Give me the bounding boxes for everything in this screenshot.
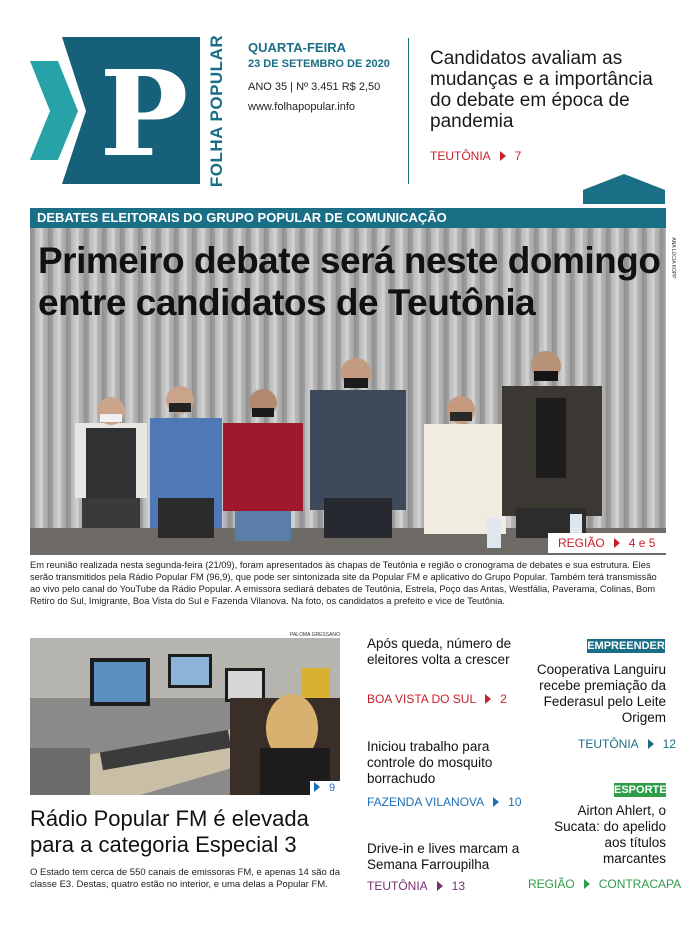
house-roof-icon	[583, 174, 665, 204]
brief-tag[interactable]: TEUTÔNIA 13	[367, 879, 466, 893]
arrow-icon	[314, 782, 320, 792]
brief-headline[interactable]: Iniciou trabalho para controle do mosquito borrachudo	[367, 739, 493, 786]
arrow-icon	[584, 879, 590, 889]
page-number: 7	[514, 149, 522, 163]
logo-letter: P	[99, 44, 189, 183]
brief-tag[interactable]: BOA VISTA DO SUL 2	[367, 692, 507, 706]
radio-headline[interactable]: Rádio Popular FM é elevada para a categoria Especial 3	[30, 806, 309, 857]
esporte-tag[interactable]: REGIÃO CONTRACAPA	[528, 877, 682, 891]
empreender-tag[interactable]: TEUTÔNIA 12	[578, 737, 677, 751]
weekday: QUARTA-FEIRA	[248, 40, 346, 55]
arrow-icon	[485, 694, 491, 704]
radio-story-tag[interactable]	[310, 781, 340, 795]
masthead-divider	[408, 38, 409, 184]
arrow-icon	[648, 739, 654, 749]
brand-name: FOLHA POPULAR	[207, 34, 226, 187]
arrow-icon	[614, 538, 620, 548]
brief-headline[interactable]: Drive-in e lives marcam a Semana Farroupilha	[367, 841, 520, 872]
radio-studio-photo[interactable]	[30, 638, 340, 795]
photo-caption: Em reunião realizada nesta segunda-feira (21/09), foram apresentados às chapas de Teutônia e região o cronograma de debates e sua estrutura. Eles serão transmitidos pela Rádio Popular FM (96,9), que pode ser sintonizada site da Popular FM e aplicativo do Grupo Popular. Também terá transmissão ao vivo pelo canal do YouTube da Rádio Popular. A emissora sediará debates de Teutônia, Estrela, Poço das Antas, Westfália, Paverama, Colinas, Bom Retiro do Sul, Imigrante, Boa Vista do Sul e Fazenda Vilanova. Na foto, os candidatos a prefeito e vice de Teutônia.	[30, 560, 657, 606]
edition-info: ANO 35 | Nº 3.451 R$ 2,50	[248, 81, 381, 93]
page-number: 9	[329, 782, 336, 794]
newspaper-logo[interactable]	[30, 37, 200, 184]
radio-photo-credit: PALOMA GRESSANO	[290, 632, 340, 638]
esporte-label: ESPORTE	[614, 784, 667, 796]
arrow-icon	[437, 881, 443, 891]
brief-tag[interactable]: FAZENDA VILANOVA 10	[367, 795, 522, 809]
arrow-icon	[493, 797, 499, 807]
esporte-headline[interactable]: Airton Ahlert, o Sucata: do apelido aos títulos marcantes	[554, 803, 666, 866]
page-number: 4 e 5	[628, 536, 656, 550]
radio-text: O Estado tem cerca de 550 canais de emissoras FM, e apenas 14 são da classe E3. Destas, quatro estão no interior, e uma delas a Popular FM.	[30, 867, 340, 890]
section-label: TEUTÔNIA	[430, 149, 491, 163]
website-link[interactable]: www.folhapopular.info	[248, 101, 356, 113]
top-story-tag[interactable]	[430, 149, 521, 163]
empreender-headline[interactable]: Cooperativa Languiru recebe premiação da Federasul pelo Leite Origem	[536, 662, 666, 725]
arrow-icon	[500, 151, 506, 161]
main-story-tag[interactable]	[548, 533, 666, 553]
photo-credit: ANA LÚCIA KOPP	[670, 237, 676, 279]
section-label: REGIÃO	[558, 536, 605, 550]
main-headline[interactable]: Primeiro debate será neste domingo entre candidatos de Teutônia	[38, 240, 661, 323]
top-story-headline[interactable]: Candidatos avaliam as mudanças e a importância do debate em época de pandemia	[430, 48, 653, 132]
brief-headline[interactable]: Após queda, número de eleitores volta a crescer	[367, 636, 512, 667]
section-banner: DEBATES ELEITORAIS DO GRUPO POPULAR DE COMUNICAÇÃO	[30, 208, 666, 228]
empreender-label: EMPREENDER	[587, 640, 665, 652]
issue-date: 23 DE SETEMBRO DE 2020	[248, 58, 390, 70]
